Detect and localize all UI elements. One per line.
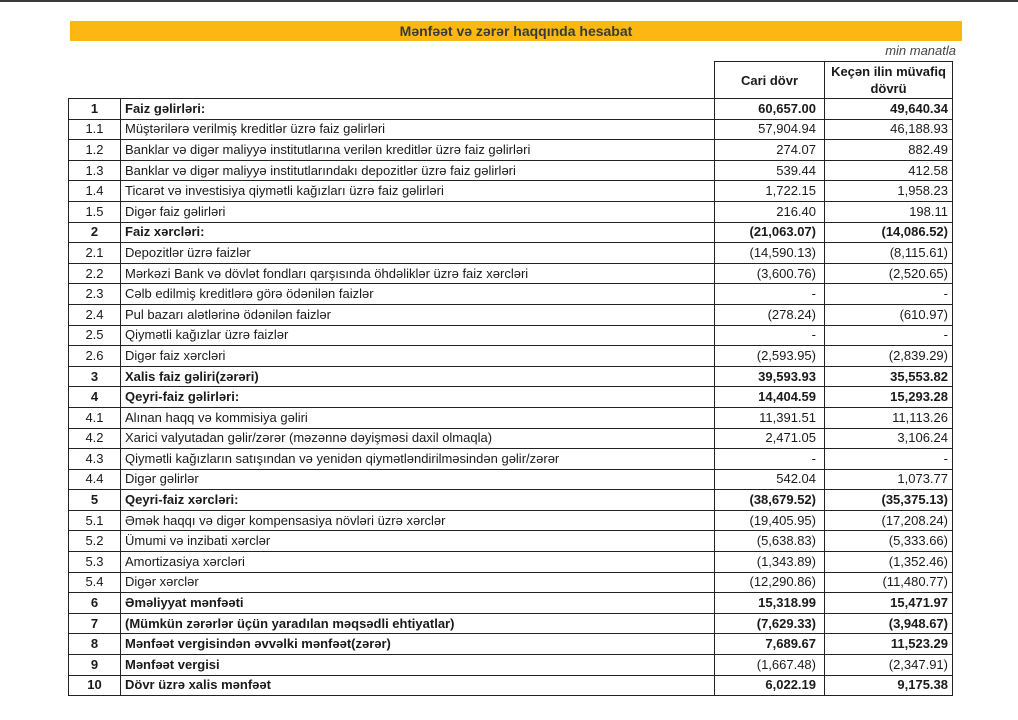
value-current: 542.04 [715, 469, 825, 490]
row-number: 1.1 [69, 119, 121, 140]
value-current: 539.44 [715, 160, 825, 181]
value-previous: (2,347.91) [825, 655, 953, 676]
table-row [69, 572, 953, 593]
value-current: (1,667.48) [715, 655, 825, 676]
value-previous: 198.11 [825, 201, 953, 222]
row-label: Dövr üzrə xalis mənfəət [121, 675, 715, 696]
table-row [69, 675, 953, 696]
table-row [69, 140, 953, 161]
row-number: 3 [69, 366, 121, 387]
row-label: Pul bazarı alətlərinə ödənilən faizlər [121, 304, 715, 325]
unit-note: min manatla [885, 43, 956, 58]
value-previous: - [825, 284, 953, 305]
row-number: 1 [69, 99, 121, 120]
value-previous: - [825, 449, 953, 470]
row-label: Ticarət və investisiya qiymətli kağızları üzrə faiz gəlirləri [121, 181, 715, 202]
value-current: 1,722.15 [715, 181, 825, 202]
value-previous: 11,523.29 [825, 634, 953, 655]
row-label: Cəlb edilmiş kreditlərə görə ödənilən faizlər [121, 284, 715, 305]
row-label: Əməliyyat mənfəəti [121, 593, 715, 614]
table-row [69, 99, 953, 120]
row-label: Digər xərclər [121, 572, 715, 593]
value-previous: (1,352.46) [825, 552, 953, 573]
table-row [69, 407, 953, 428]
row-label: Depozitlər üzrə faizlər [121, 243, 715, 264]
row-label: Mərkəzi Bank və dövlət fondları qarşısında öhdəliklər üzrə faiz xərcləri [121, 263, 715, 284]
value-current: 11,391.51 [715, 407, 825, 428]
row-number: 1.3 [69, 160, 121, 181]
value-current: (14,590.13) [715, 243, 825, 264]
table-row [69, 346, 953, 367]
value-current: (12,290.86) [715, 572, 825, 593]
table-row [69, 160, 953, 181]
value-current: 7,689.67 [715, 634, 825, 655]
value-current: - [715, 325, 825, 346]
value-current: (278.24) [715, 304, 825, 325]
table-row [69, 387, 953, 408]
table-row [69, 613, 953, 634]
value-current: (21,063.07) [715, 222, 825, 243]
row-label: Faiz xərcləri: [121, 222, 715, 243]
value-current: 14,404.59 [715, 387, 825, 408]
value-previous: 3,106.24 [825, 428, 953, 449]
value-previous: 412.58 [825, 160, 953, 181]
value-current: 60,657.00 [715, 99, 825, 120]
table-row [69, 655, 953, 676]
row-number: 1.2 [69, 140, 121, 161]
table-row [69, 634, 953, 655]
value-previous: 15,471.97 [825, 593, 953, 614]
value-previous: 46,188.93 [825, 119, 953, 140]
row-label: Mənfəət vergisi [121, 655, 715, 676]
value-current: (7,629.33) [715, 613, 825, 634]
table-row [69, 469, 953, 490]
value-current: (3,600.76) [715, 263, 825, 284]
value-previous: (2,839.29) [825, 346, 953, 367]
row-number: 5.1 [69, 510, 121, 531]
value-previous: (11,480.77) [825, 572, 953, 593]
value-previous: 49,640.34 [825, 99, 953, 120]
column-header-previous: Keçən ilin müvafiq dövrü [825, 62, 953, 99]
row-number: 2.4 [69, 304, 121, 325]
table-row [69, 490, 953, 511]
value-previous: 35,553.82 [825, 366, 953, 387]
row-label: Qeyri-faiz gəlirləri: [121, 387, 715, 408]
row-number: 7 [69, 613, 121, 634]
value-previous: 1,958.23 [825, 181, 953, 202]
row-number: 2.6 [69, 346, 121, 367]
value-current: 6,022.19 [715, 675, 825, 696]
value-current: 15,318.99 [715, 593, 825, 614]
value-previous: 882.49 [825, 140, 953, 161]
row-number: 2.2 [69, 263, 121, 284]
value-current: 2,471.05 [715, 428, 825, 449]
row-label: Xalis faiz gəliri(zərəri) [121, 366, 715, 387]
value-previous: 1,073.77 [825, 469, 953, 490]
row-label: Ümumi və inzibati xərclər [121, 531, 715, 552]
row-number: 6 [69, 593, 121, 614]
value-current: (5,638.83) [715, 531, 825, 552]
value-previous: (8,115.61) [825, 243, 953, 264]
row-label: Xarici valyutadan gəlir/zərər (məzənnə dəyişməsi daxil olmaqla) [121, 428, 715, 449]
row-number: 2.3 [69, 284, 121, 305]
top-border-rule [0, 0, 1018, 2]
table-row [69, 510, 953, 531]
report-title: Mənfəət və zərər haqqında hesabat [70, 21, 962, 41]
row-number: 5 [69, 490, 121, 511]
table-row [69, 552, 953, 573]
header-blank [69, 62, 715, 99]
table-row [69, 325, 953, 346]
row-label: Digər gəlirlər [121, 469, 715, 490]
value-previous: 9,175.38 [825, 675, 953, 696]
value-current: - [715, 449, 825, 470]
row-number: 1.5 [69, 201, 121, 222]
value-current: (19,405.95) [715, 510, 825, 531]
row-label: Qiymətli kağızlar üzrə faizlər [121, 325, 715, 346]
column-header-current: Cari dövr [715, 62, 825, 99]
row-label: (Mümkün zərərlər üçün yaradılan məqsədli ehtiyatlar) [121, 613, 715, 634]
table-header-row [69, 62, 953, 99]
row-label: Mənfəət vergisindən əvvəlki mənfəət(zərər) [121, 634, 715, 655]
row-number: 4 [69, 387, 121, 408]
row-label: Qiymətli kağızların satışından və yenidən qiymətləndirilməsindən gəlir/zərər [121, 449, 715, 470]
table-row [69, 201, 953, 222]
row-label: Amortizasiya xərcləri [121, 552, 715, 573]
value-previous: (5,333.66) [825, 531, 953, 552]
value-current: (2,593.95) [715, 346, 825, 367]
table-row [69, 593, 953, 614]
row-label: Faiz gəlirləri: [121, 99, 715, 120]
value-current: 57,904.94 [715, 119, 825, 140]
table-row [69, 243, 953, 264]
row-number: 2 [69, 222, 121, 243]
row-label: Banklar və digər maliyyə institutlarına verilən kreditlər üzrə faiz gəlirləri [121, 140, 715, 161]
value-previous: (17,208.24) [825, 510, 953, 531]
table-row [69, 449, 953, 470]
value-current: 274.07 [715, 140, 825, 161]
value-previous: (3,948.67) [825, 613, 953, 634]
table-row [69, 284, 953, 305]
table-row [69, 181, 953, 202]
row-number: 10 [69, 675, 121, 696]
row-number: 4.2 [69, 428, 121, 449]
row-label: Digər faiz xərcləri [121, 346, 715, 367]
row-label: Alınan haqq və kommisiya gəliri [121, 407, 715, 428]
row-label: Müştərilərə verilmiş kreditlər üzrə faiz gəlirləri [121, 119, 715, 140]
value-current: - [715, 284, 825, 305]
table-row [69, 531, 953, 552]
value-previous: - [825, 325, 953, 346]
table-row [69, 304, 953, 325]
row-number: 4.3 [69, 449, 121, 470]
row-label: Banklar və digər maliyyə institutlarındakı depozitlər üzrə faiz gəlirləri [121, 160, 715, 181]
table-row [69, 263, 953, 284]
row-number: 1.4 [69, 181, 121, 202]
value-previous: 11,113.26 [825, 407, 953, 428]
row-number: 8 [69, 634, 121, 655]
value-current: (1,343.89) [715, 552, 825, 573]
table-body [69, 99, 953, 696]
row-number: 2.5 [69, 325, 121, 346]
value-previous: (14,086.52) [825, 222, 953, 243]
row-number: 9 [69, 655, 121, 676]
table-row [69, 222, 953, 243]
row-label: Qeyri-faiz xərcləri: [121, 490, 715, 511]
row-number: 4.4 [69, 469, 121, 490]
value-previous: 15,293.28 [825, 387, 953, 408]
row-number: 5.2 [69, 531, 121, 552]
row-number: 2.1 [69, 243, 121, 264]
table-row [69, 119, 953, 140]
value-current: 216.40 [715, 201, 825, 222]
value-previous: (2,520.65) [825, 263, 953, 284]
value-current: (38,679.52) [715, 490, 825, 511]
value-current: 39,593.93 [715, 366, 825, 387]
value-previous: (35,375.13) [825, 490, 953, 511]
row-label: Digər faiz gəlirləri [121, 201, 715, 222]
value-previous: (610.97) [825, 304, 953, 325]
row-number: 5.4 [69, 572, 121, 593]
table-row [69, 366, 953, 387]
row-label: Əmək haqqı və digər kompensasiya növləri üzrə xərclər [121, 510, 715, 531]
income-statement-table [68, 61, 953, 696]
row-number: 5.3 [69, 552, 121, 573]
table-row [69, 428, 953, 449]
row-number: 4.1 [69, 407, 121, 428]
